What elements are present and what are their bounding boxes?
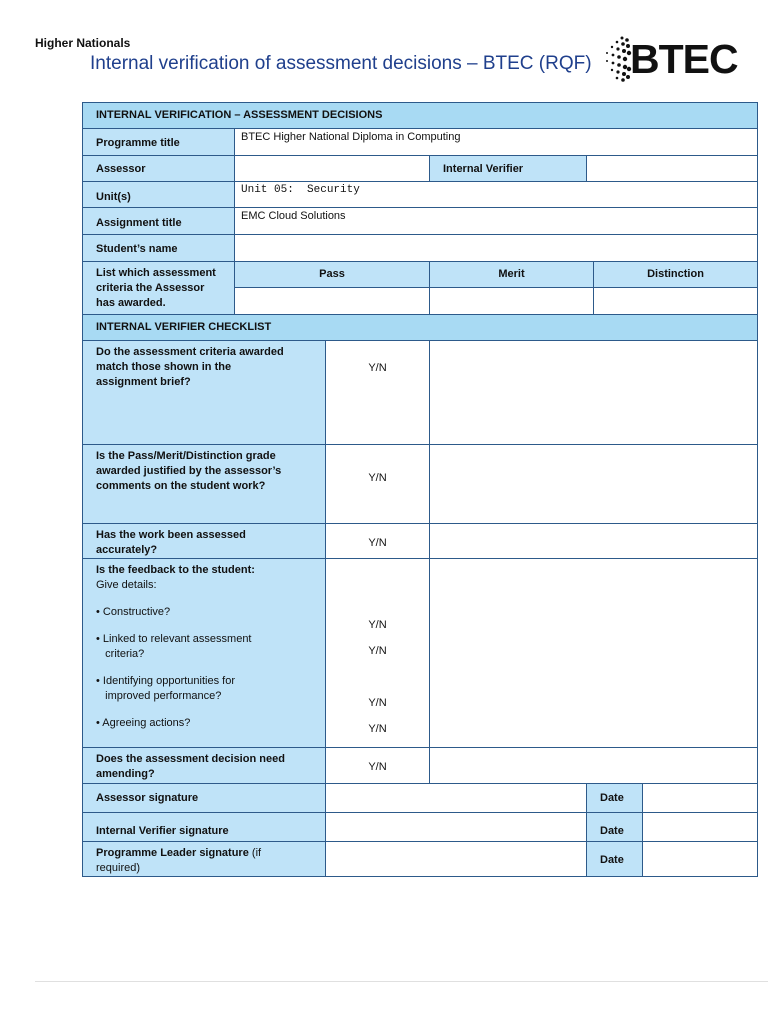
assignment-title-label: Assignment title <box>82 207 235 235</box>
merit-criteria-field[interactable] <box>429 287 594 315</box>
q1-line-1: Do the assessment criteria awarded <box>96 346 284 358</box>
q4-title: Is the feedback to the student: <box>96 564 255 576</box>
q2-yn: Y/N <box>368 472 387 484</box>
assignment-title-field[interactable]: EMC Cloud Solutions <box>234 207 758 235</box>
q5-line-1: Does the assessment decision need <box>96 753 285 765</box>
q2-comments-field[interactable] <box>429 444 758 524</box>
logo-text: BTEC <box>630 36 738 82</box>
units-label: Unit(s) <box>82 181 235 208</box>
q2-yn-cell[interactable] <box>325 444 430 524</box>
internal-verifier-label: Internal Verifier <box>429 155 587 182</box>
question-feedback <box>82 558 326 748</box>
higher-nationals-label: Higher Nationals <box>35 36 131 50</box>
q3-yn: Y/N <box>368 537 387 549</box>
criteria-label-line-1: List which assessment <box>96 267 216 279</box>
q3-comments-field[interactable] <box>429 523 758 559</box>
assessor-label: Assessor <box>82 155 235 182</box>
students-name-field[interactable] <box>234 234 758 262</box>
criteria-awarded-label <box>82 261 235 315</box>
section-title-checklist: INTERNAL VERIFIER CHECKLIST <box>82 314 758 341</box>
q1-yn-cell[interactable] <box>325 340 430 445</box>
page-divider <box>35 981 768 982</box>
q1-line-3: assignment brief? <box>96 376 191 388</box>
q4-subtitle: Give details: <box>96 579 157 591</box>
q4-bullet-constructive: • Constructive? <box>96 606 171 618</box>
pl-signature-label-line-2: required) <box>96 862 141 874</box>
criteria-label-line-3: has awarded. <box>96 297 166 309</box>
q4-yn-linked: Y/N <box>368 645 387 657</box>
q5-yn: Y/N <box>368 761 387 773</box>
question-grade-justified <box>82 444 326 524</box>
pass-header: Pass <box>234 261 430 288</box>
pl-date-field[interactable] <box>642 841 758 877</box>
q2-line-3: comments on the student work? <box>96 480 266 492</box>
iv-signature-label: Internal Verifier signature <box>82 812 326 842</box>
question-assessed-accurately <box>82 523 326 559</box>
document-title: Internal verification of assessment decisions – BTEC (RQF) <box>90 53 592 74</box>
q4-yn-opportunities: Y/N <box>368 697 387 709</box>
pl-date-label: Date <box>586 841 643 877</box>
merit-header: Merit <box>429 261 594 288</box>
q4-yn-constructive: Y/N <box>368 619 387 631</box>
q2-line-1: Is the Pass/Merit/Distinction grade <box>96 450 276 462</box>
assessor-date-label: Date <box>586 783 643 813</box>
assessor-date-field[interactable] <box>642 783 758 813</box>
q4-bullet-opportunities-line-1: • Identifying opportunities for <box>96 675 235 687</box>
q5-comments-field[interactable] <box>429 747 758 784</box>
q3-line-2: accurately? <box>96 544 158 556</box>
programme-title-field[interactable]: BTEC Higher National Diploma in Computing <box>234 128 758 156</box>
students-name-label: Student’s name <box>82 234 235 262</box>
programme-title-label: Programme title <box>82 128 235 156</box>
q5-line-2: amending? <box>96 768 155 780</box>
pl-signature-label-text: Programme Leader signature <box>96 847 249 859</box>
q2-line-2: awarded justified by the assessor’s <box>96 465 282 477</box>
units-field[interactable]: Unit 05: Security <box>234 181 758 208</box>
pl-signature-label <box>82 841 326 877</box>
q4-yn-agreeing: Y/N <box>368 723 387 735</box>
q3-line-1: Has the work been assessed <box>96 529 246 541</box>
q4-yn-cell[interactable] <box>325 558 430 748</box>
q1-line-2: match those shown in the <box>96 361 232 373</box>
section-title-assessment-decisions: INTERNAL VERIFICATION – ASSESSMENT DECISIONS <box>82 102 758 129</box>
question-decision-amending <box>82 747 326 784</box>
internal-verifier-field[interactable] <box>586 155 758 182</box>
distinction-header: Distinction <box>593 261 758 288</box>
q4-comments-field[interactable] <box>429 558 758 748</box>
q4-bullet-opportunities-line-2: improved performance? <box>96 690 222 702</box>
iv-date-field[interactable] <box>642 812 758 842</box>
question-criteria-match <box>82 340 326 445</box>
q1-yn: Y/N <box>368 362 387 374</box>
btec-logo <box>600 34 750 84</box>
assessor-signature-label: Assessor signature <box>82 783 326 813</box>
q4-bullet-linked-line-1: • Linked to relevant assessment <box>96 633 252 645</box>
distinction-criteria-field[interactable] <box>593 287 758 315</box>
verification-form <box>82 102 758 877</box>
q4-bullet-linked-line-2: criteria? <box>96 648 145 660</box>
logo-dots-icon <box>600 34 632 84</box>
pass-criteria-field[interactable] <box>234 287 430 315</box>
q1-comments-field[interactable] <box>429 340 758 445</box>
q4-bullet-agreeing-actions: • Agreeing actions? <box>96 717 191 729</box>
iv-signature-field[interactable] <box>325 812 587 842</box>
pl-signature-field[interactable] <box>325 841 587 877</box>
q5-yn-cell[interactable] <box>325 747 430 784</box>
iv-date-label: Date <box>586 812 643 842</box>
pl-signature-label-suffix: (if <box>248 847 262 859</box>
q3-yn-cell[interactable] <box>325 523 430 559</box>
assessor-signature-field[interactable] <box>325 783 587 813</box>
criteria-label-line-2: criteria the Assessor <box>96 282 205 294</box>
assessor-field[interactable] <box>234 155 430 182</box>
